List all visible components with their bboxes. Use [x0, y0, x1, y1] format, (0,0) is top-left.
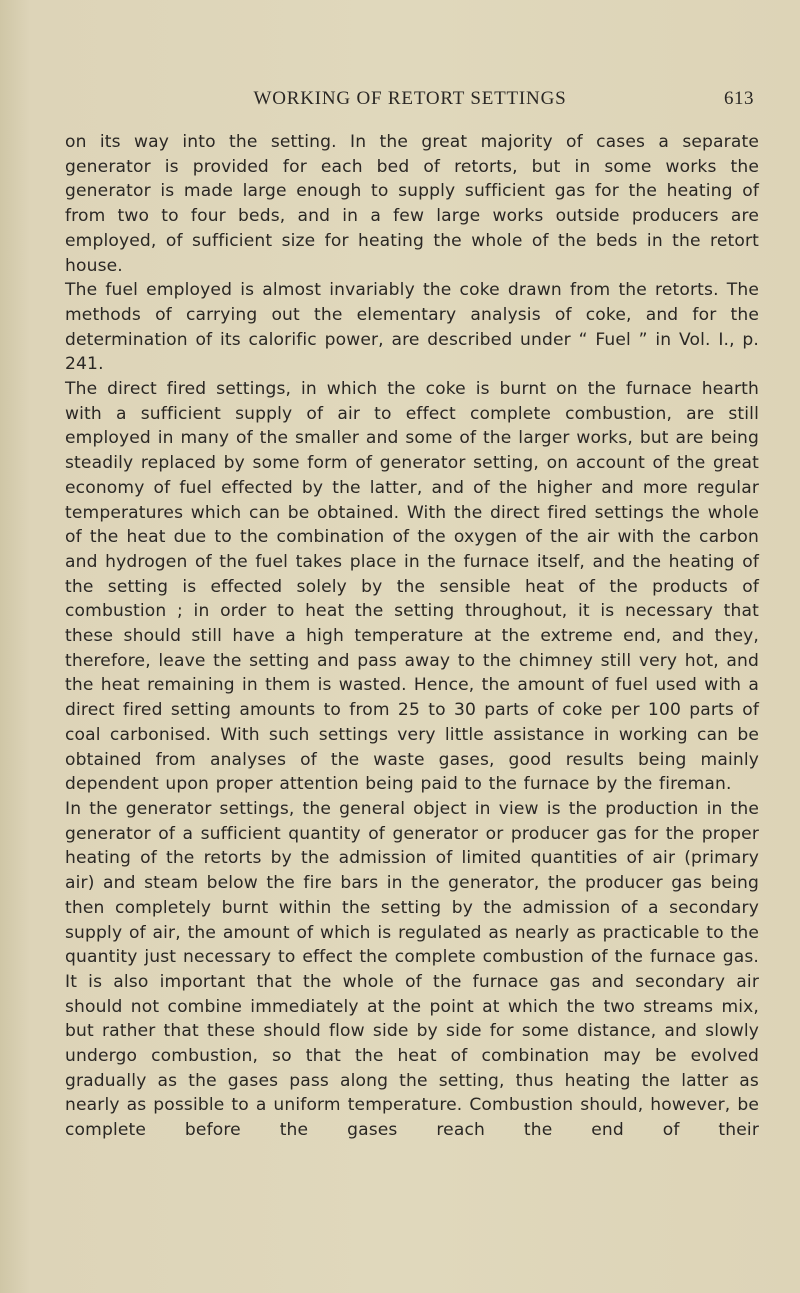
paragraph: on its way into the setting. In the great majority of cases a separate generator is provided for each bed of retorts, but in some works the generator is made large enough to supply sufficient gas for the heating of from two to four beds, and in a few large works outside producers are employed, of sufficient size for heating the whole of the beds in the retort house.: [65, 132, 759, 276]
paragraph: The fuel employed is almost invariably the coke drawn from the retorts. The methods of carrying out the elementary analysis of coke, and for the determination of its calorific power, are described under “ Fuel ” in Vol. I., p. 241.: [65, 280, 759, 375]
body-text: [65, 130, 759, 1143]
page-header: [60, 88, 760, 114]
page-number: 613: [724, 88, 754, 109]
paragraph: In the generator settings, the general object in view is the production in the generator of a sufficient quantity of generator or producer gas for the proper heating of the retorts by the admission of limited quantities of air (primary air) and steam below the fire bars in the generator, the producer gas being then completely burnt within the setting by the admission of a secondary supply of air, the amount of which is regulated as nearly as practicable to the quantity just necessary to effect the complete combustion of the furnace gas. It is also important that the whole of the furnace gas and secondary air should not combine immediately at the point at which the two streams mix, but rather that these should flow side by side for some distance, and slowly undergo combustion, so that the heat of combination may be evolved gradually as the gases pass along the setting, thus heating the latter as nearly as possible to a uniform temperature. Combustion should, however, be complete before the gases reach the end of their: [65, 798, 759, 1141]
running-head: WORKING OF RETORT SETTINGS: [253, 88, 567, 109]
paragraph: The direct fired settings, in which the coke is burnt on the furnace hearth with a sufficient supply of air to effect complete combustion, are still employed in many of the smaller and some of the larger works, but are being steadily replaced by some form of generator setting, on account of the great economy of fuel effected by the latter, and of the higher and more regular temperatures which can be obtained. With the direct fired settings the whole of the heat due to the combination of the oxygen of the air with the carbon and hydrogen of the fuel takes place in the furnace itself, and the heating of the setting is effected solely by the sensible heat of the products of combustion ; in order to heat the setting throughout, it is necessary that these should still have a high temperature at the extreme end, and they, therefore, leave the setting and pass away to the chimney still very hot, and the heat remaining in them is wasted. Hence, the amount of fuel used with a direct fired setting amounts to from 25 to 30 parts of coke per 100 parts of coal carbonised. With such settings very little assistance in working can be obtained from analyses of the waste gases, good results being mainly dependent upon proper attention being paid to the furnace by the fireman.: [65, 379, 759, 795]
